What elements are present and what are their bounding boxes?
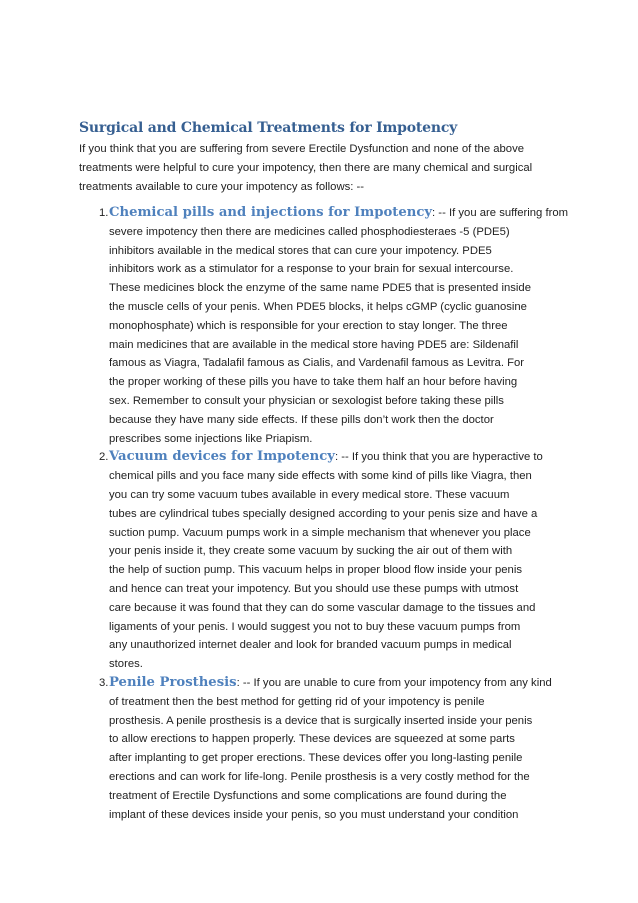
list-item <box>79 204 569 448</box>
page-title: Surgical and Chemical Treatments for Impotency <box>79 120 458 136</box>
list-item-heading: Penile Prosthesis <box>109 674 237 690</box>
treatment-list <box>79 204 569 824</box>
list-item-line: chemical pills and you face many side effects with some kind of pills like Viagra, then <box>109 470 532 483</box>
list-item-first-line <box>109 204 569 223</box>
list-item-line: the help of suction pump. This vacuum helps in proper blood flow inside your penis <box>109 564 522 577</box>
list-item-line: you can try some vacuum tubes available in every medical store. These vacuum <box>109 488 510 501</box>
list-item-line: after implanting to get proper erections. These devices offer you long-lasting penile <box>109 752 523 765</box>
list-item-line: suction pump. Vacuum pumps work in a simple mechanism that whenever you place <box>109 526 531 539</box>
list-item-line: the muscle cells of your penis. When PDE5 blocks, it helps cGMP (cyclic guanosine <box>109 300 527 313</box>
list-item-line: These medicines block the enzyme of the same name PDE5 that is presented inside <box>109 282 531 295</box>
list-item-line: any unauthorized internet dealer and look for branded vacuum pumps in medical <box>109 639 512 652</box>
list-item-line: inhibitors available in the medical stores that can cure your impotency. PDE5 <box>109 244 492 257</box>
list-item-number: 2. <box>99 451 109 464</box>
list-item-line: sex. Remember to consult your physician or sexologist before taking these pills <box>109 394 504 407</box>
list-item-heading: Chemical pills and injections for Impotency <box>109 205 433 220</box>
intro-line: If you think that you are suffering from severe Erectile Dysfunction and none of the above <box>79 143 525 155</box>
list-item-text: If you are suffering from <box>448 207 569 219</box>
list-item-line: implant of these devices inside your penis, so you must understand your condition <box>109 808 519 821</box>
list-item-number: 3. <box>99 676 109 689</box>
list-item-line: prescribes some injections like Priapism. <box>109 432 313 445</box>
list-item <box>79 448 559 674</box>
list-item-line: erections and can work for life-long. Penile prosthesis is a very costly method for the <box>109 770 530 783</box>
list-item <box>79 674 559 824</box>
list-item-line: inhibitors work as a stimulator for a response to your brain for sexual intercourse. <box>109 263 514 276</box>
list-item-number: 1. <box>99 207 109 219</box>
list-item-text: If you think that you are hyperactive to <box>351 451 543 464</box>
list-item-line: care because it was found that they can do some vascular damage to the tissues and <box>109 601 536 614</box>
list-item-line: famous as Viagra, Tadalafil famous as Cialis, and Vardenafil famous as Levitra. For <box>109 357 525 370</box>
list-item-line: of treatment then the best method for getting rid of your impotency is penile <box>109 695 485 708</box>
list-item-text: If you are unable to cure from your impotency from any kind <box>253 676 552 689</box>
intro-line: treatments available to cure your impotency as follows: -- <box>79 180 365 193</box>
heading-separator: : -- <box>334 451 352 464</box>
heading-separator: : -- <box>432 207 449 219</box>
list-item-first-line <box>109 448 559 467</box>
list-item-line: your penis inside it, they create some vacuum by sucking the air out of them with <box>109 545 513 558</box>
list-item-line: monophosphate) which is responsible for your erection to stay longer. The three <box>109 319 508 332</box>
list-item-line: ligaments of your penis. I would suggest you not to buy these vacuum pumps from <box>109 620 521 633</box>
heading-separator: : -- <box>236 676 254 689</box>
list-item-line: prosthesis. A penile prosthesis is a device that is surgically inserted inside your penis <box>109 714 533 727</box>
list-item-first-line <box>109 674 559 693</box>
list-item-line: and hence can treat your impotency. But you should use these pumps with utmost <box>109 582 519 595</box>
intro-paragraph <box>79 140 559 196</box>
list-item-line: main medicines that are available in the medical store having PDE5 are: Sildenafil <box>109 338 519 351</box>
list-item-line: to allow erections to happen properly. These devices are squeezed at some parts <box>109 733 515 746</box>
list-item-heading: Vacuum devices for Impotency <box>109 449 335 465</box>
list-item-line: because they have many side effects. If these pills don’t work then the doctor <box>109 413 494 426</box>
list-item-line: the proper working of these pills you have to take them half an hour before having <box>109 376 518 389</box>
intro-line: treatments were helpful to cure your impotency, then there are many chemical and surgical <box>79 161 533 174</box>
list-item-line: tubes are cylindrical tubes specially designed according to your penis size and have a <box>109 507 538 520</box>
list-item-line: stores. <box>109 658 143 671</box>
list-item-line: treatment of Erectile Dysfunctions and some complications are found during the <box>109 789 507 802</box>
list-item-line: severe impotency then there are medicines called phosphodiesteraes -5 (PDE5) <box>109 225 510 238</box>
